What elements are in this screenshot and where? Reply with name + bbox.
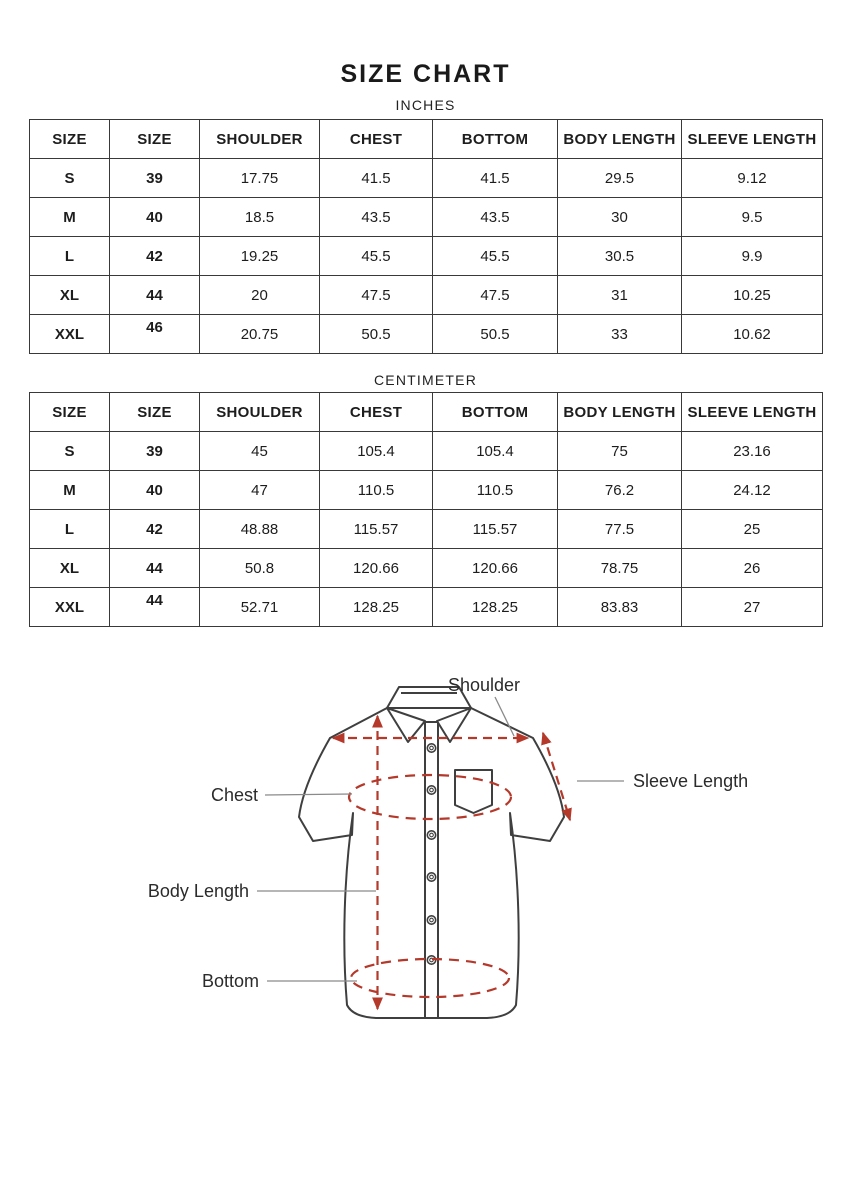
size-number-cell: 39: [110, 159, 200, 198]
measurement-cell: 23.16: [682, 432, 823, 471]
measurement-cell: 18.5: [200, 198, 320, 237]
measurement-cell: 26: [682, 549, 823, 588]
measurement-cell: 50.5: [320, 315, 433, 354]
column-header: BOTTOM: [433, 120, 558, 159]
header-row: [30, 393, 823, 432]
measurement-cell: 50.8: [200, 549, 320, 588]
header-row: [30, 120, 823, 159]
size-label-cell: XL: [30, 276, 110, 315]
measurement-cell: 25: [682, 510, 823, 549]
bottom-label: Bottom: [201, 971, 259, 991]
column-header: BODY LENGTH: [558, 393, 682, 432]
page-title: SIZE CHART: [340, 60, 511, 88]
measurement-cell: 77.5: [558, 510, 682, 549]
column-header: SLEEVE LENGTH: [682, 393, 823, 432]
table-row: [30, 588, 823, 627]
measurement-cell: 27: [682, 588, 823, 627]
size-number-cell: 44: [110, 588, 200, 627]
measurement-cell: 43.5: [320, 198, 433, 237]
column-header: SHOULDER: [200, 393, 320, 432]
measurement-cell: 43.5: [433, 198, 558, 237]
measurement-cell: 24.12: [682, 471, 823, 510]
table-row: [30, 198, 823, 237]
shirt-measurement-diagram: [0, 645, 851, 1145]
size-number-cell: 40: [110, 471, 200, 510]
size-number-cell: 39: [110, 432, 200, 471]
column-header: CHEST: [320, 393, 433, 432]
size-number-cell: 44: [110, 549, 200, 588]
measurement-cell: 20.75: [200, 315, 320, 354]
table-row: [30, 432, 823, 471]
measurement-cell: 30.5: [558, 237, 682, 276]
measurement-cell: 10.62: [682, 315, 823, 354]
size-number-cell: 44: [110, 276, 200, 315]
column-header: BODY LENGTH: [558, 120, 682, 159]
measurement-cell: 33: [558, 315, 682, 354]
size-label-cell: M: [30, 471, 110, 510]
measurement-cell: 52.71: [200, 588, 320, 627]
measurement-cell: 29.5: [558, 159, 682, 198]
table-row: [30, 237, 823, 276]
measurement-cell: 110.5: [320, 471, 433, 510]
measurement-cell: 128.25: [433, 588, 558, 627]
inches-size-table: [29, 119, 823, 354]
column-header: SHOULDER: [200, 120, 320, 159]
column-header: SIZE: [110, 393, 200, 432]
measurement-cell: 78.75: [558, 549, 682, 588]
measurement-cell: 120.66: [433, 549, 558, 588]
table-row: [30, 315, 823, 354]
column-header: SIZE: [30, 120, 110, 159]
measurement-cell: 75: [558, 432, 682, 471]
measurement-cell: 110.5: [433, 471, 558, 510]
column-header: SIZE: [30, 393, 110, 432]
shirt-diagram-svg: [0, 645, 851, 1125]
size-label-cell: S: [30, 432, 110, 471]
measurement-cell: 128.25: [320, 588, 433, 627]
column-header: CHEST: [320, 120, 433, 159]
size-label-cell: M: [30, 198, 110, 237]
table-row: [30, 471, 823, 510]
body-length-label: Body Length: [147, 881, 249, 901]
size-label-cell: XXL: [30, 588, 110, 627]
measurement-cell: 41.5: [433, 159, 558, 198]
measurement-cell: 19.25: [200, 237, 320, 276]
measurement-cell: 105.4: [433, 432, 558, 471]
measurement-cell: 105.4: [320, 432, 433, 471]
measurement-cell: 41.5: [320, 159, 433, 198]
column-header: SLEEVE LENGTH: [682, 120, 823, 159]
measurement-cell: 76.2: [558, 471, 682, 510]
measurement-cell: 9.9: [682, 237, 823, 276]
measurement-cell: 45.5: [433, 237, 558, 276]
measurement-cell: 120.66: [320, 549, 433, 588]
measurement-cell: 20: [200, 276, 320, 315]
size-number-cell: 42: [110, 510, 200, 549]
measurement-cell: 115.57: [433, 510, 558, 549]
size-label-cell: L: [30, 237, 110, 276]
table-row: [30, 549, 823, 588]
shirt-body-outline: [299, 708, 564, 1018]
shoulder-label: Shoulder: [447, 675, 521, 695]
measurement-cell: 83.83: [558, 588, 682, 627]
measurement-cell: 9.5: [682, 198, 823, 237]
chest-label: Chest: [210, 785, 258, 805]
size-label-cell: XL: [30, 549, 110, 588]
size-label-cell: L: [30, 510, 110, 549]
size-label-cell: S: [30, 159, 110, 198]
size-number-cell: 46: [110, 315, 200, 354]
measurement-cell: 30: [558, 198, 682, 237]
centimeter-unit-label: CENTIMETER: [374, 372, 477, 388]
measurement-cell: 47: [200, 471, 320, 510]
table-row: [30, 159, 823, 198]
size-number-cell: 40: [110, 198, 200, 237]
column-header: BOTTOM: [433, 393, 558, 432]
size-label-cell: XXL: [30, 315, 110, 354]
measurement-cell: 48.88: [200, 510, 320, 549]
column-header: SIZE: [110, 120, 200, 159]
measurement-cell: 31: [558, 276, 682, 315]
size-number-cell: 42: [110, 237, 200, 276]
measurement-cell: 9.12: [682, 159, 823, 198]
measurement-cell: 17.75: [200, 159, 320, 198]
measurement-cell: 115.57: [320, 510, 433, 549]
measurement-cell: 47.5: [320, 276, 433, 315]
measurement-cell: 50.5: [433, 315, 558, 354]
table-row: [30, 510, 823, 549]
table-row: [30, 276, 823, 315]
measurement-cell: 47.5: [433, 276, 558, 315]
measurement-cell: 45.5: [320, 237, 433, 276]
measurement-cell: 10.25: [682, 276, 823, 315]
inches-unit-label: INCHES: [395, 97, 456, 113]
centimeter-size-table: [29, 392, 823, 627]
measurement-cell: 45: [200, 432, 320, 471]
sleeve-length-label: Sleeve Length: [633, 771, 749, 791]
